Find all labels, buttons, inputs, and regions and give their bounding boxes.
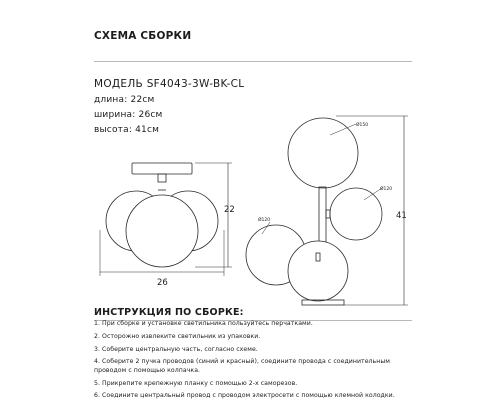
instruction-step: 6. Соедините центральный провод с проводом электросети с помощью клемной колодки. (94, 392, 395, 399)
front-mounting-base (132, 163, 192, 174)
side-height-label: 41 (396, 211, 407, 221)
instruction-step: 2. Осторожно извлеките светильник из упаковки. (94, 333, 261, 340)
width-spec: ширина: 26см (94, 110, 163, 120)
instructions-title: ИНСТРУКЦИЯ ПО СБОРКЕ: (94, 307, 244, 318)
instruction-step: 3. Соберите центральную часть, согласно схеме. (94, 346, 258, 353)
front-center-globe (126, 195, 198, 267)
instruction-step: проводом с помощью колпачка. (94, 367, 201, 374)
instruction-step: 1. При сборке и установке светильника пользуйтесь перчатками. (94, 320, 313, 327)
front-stem (158, 174, 166, 182)
side-right-joint (326, 210, 330, 218)
height-spec: высота: 41см (94, 125, 160, 135)
left-globe-diameter: Ø120 (258, 218, 271, 223)
instruction-step: 5. Прикрепите крепежную планку с помощью 2-х саморезов. (94, 380, 298, 387)
front-width-label: 26 (157, 278, 168, 288)
side-view-drawing (246, 116, 408, 305)
side-front-globe (288, 241, 348, 301)
length-spec: длина: 22см (94, 95, 155, 105)
right-globe-diameter: Ø120 (380, 187, 393, 192)
front-view-drawing (100, 163, 232, 276)
model-name: МОДЕЛЬ SF4043-3W-BK-CL (94, 78, 245, 90)
side-top-globe (288, 118, 358, 188)
side-right-globe (330, 188, 382, 240)
front-height-label: 22 (224, 205, 235, 215)
top-globe-diameter: Ø150 (356, 123, 369, 128)
instruction-step: 4. Соберите 2 пучка проводов (синий и красный), соедините провода с соединительным (94, 358, 390, 365)
page-title: СХЕМА СБОРКИ (94, 30, 192, 42)
